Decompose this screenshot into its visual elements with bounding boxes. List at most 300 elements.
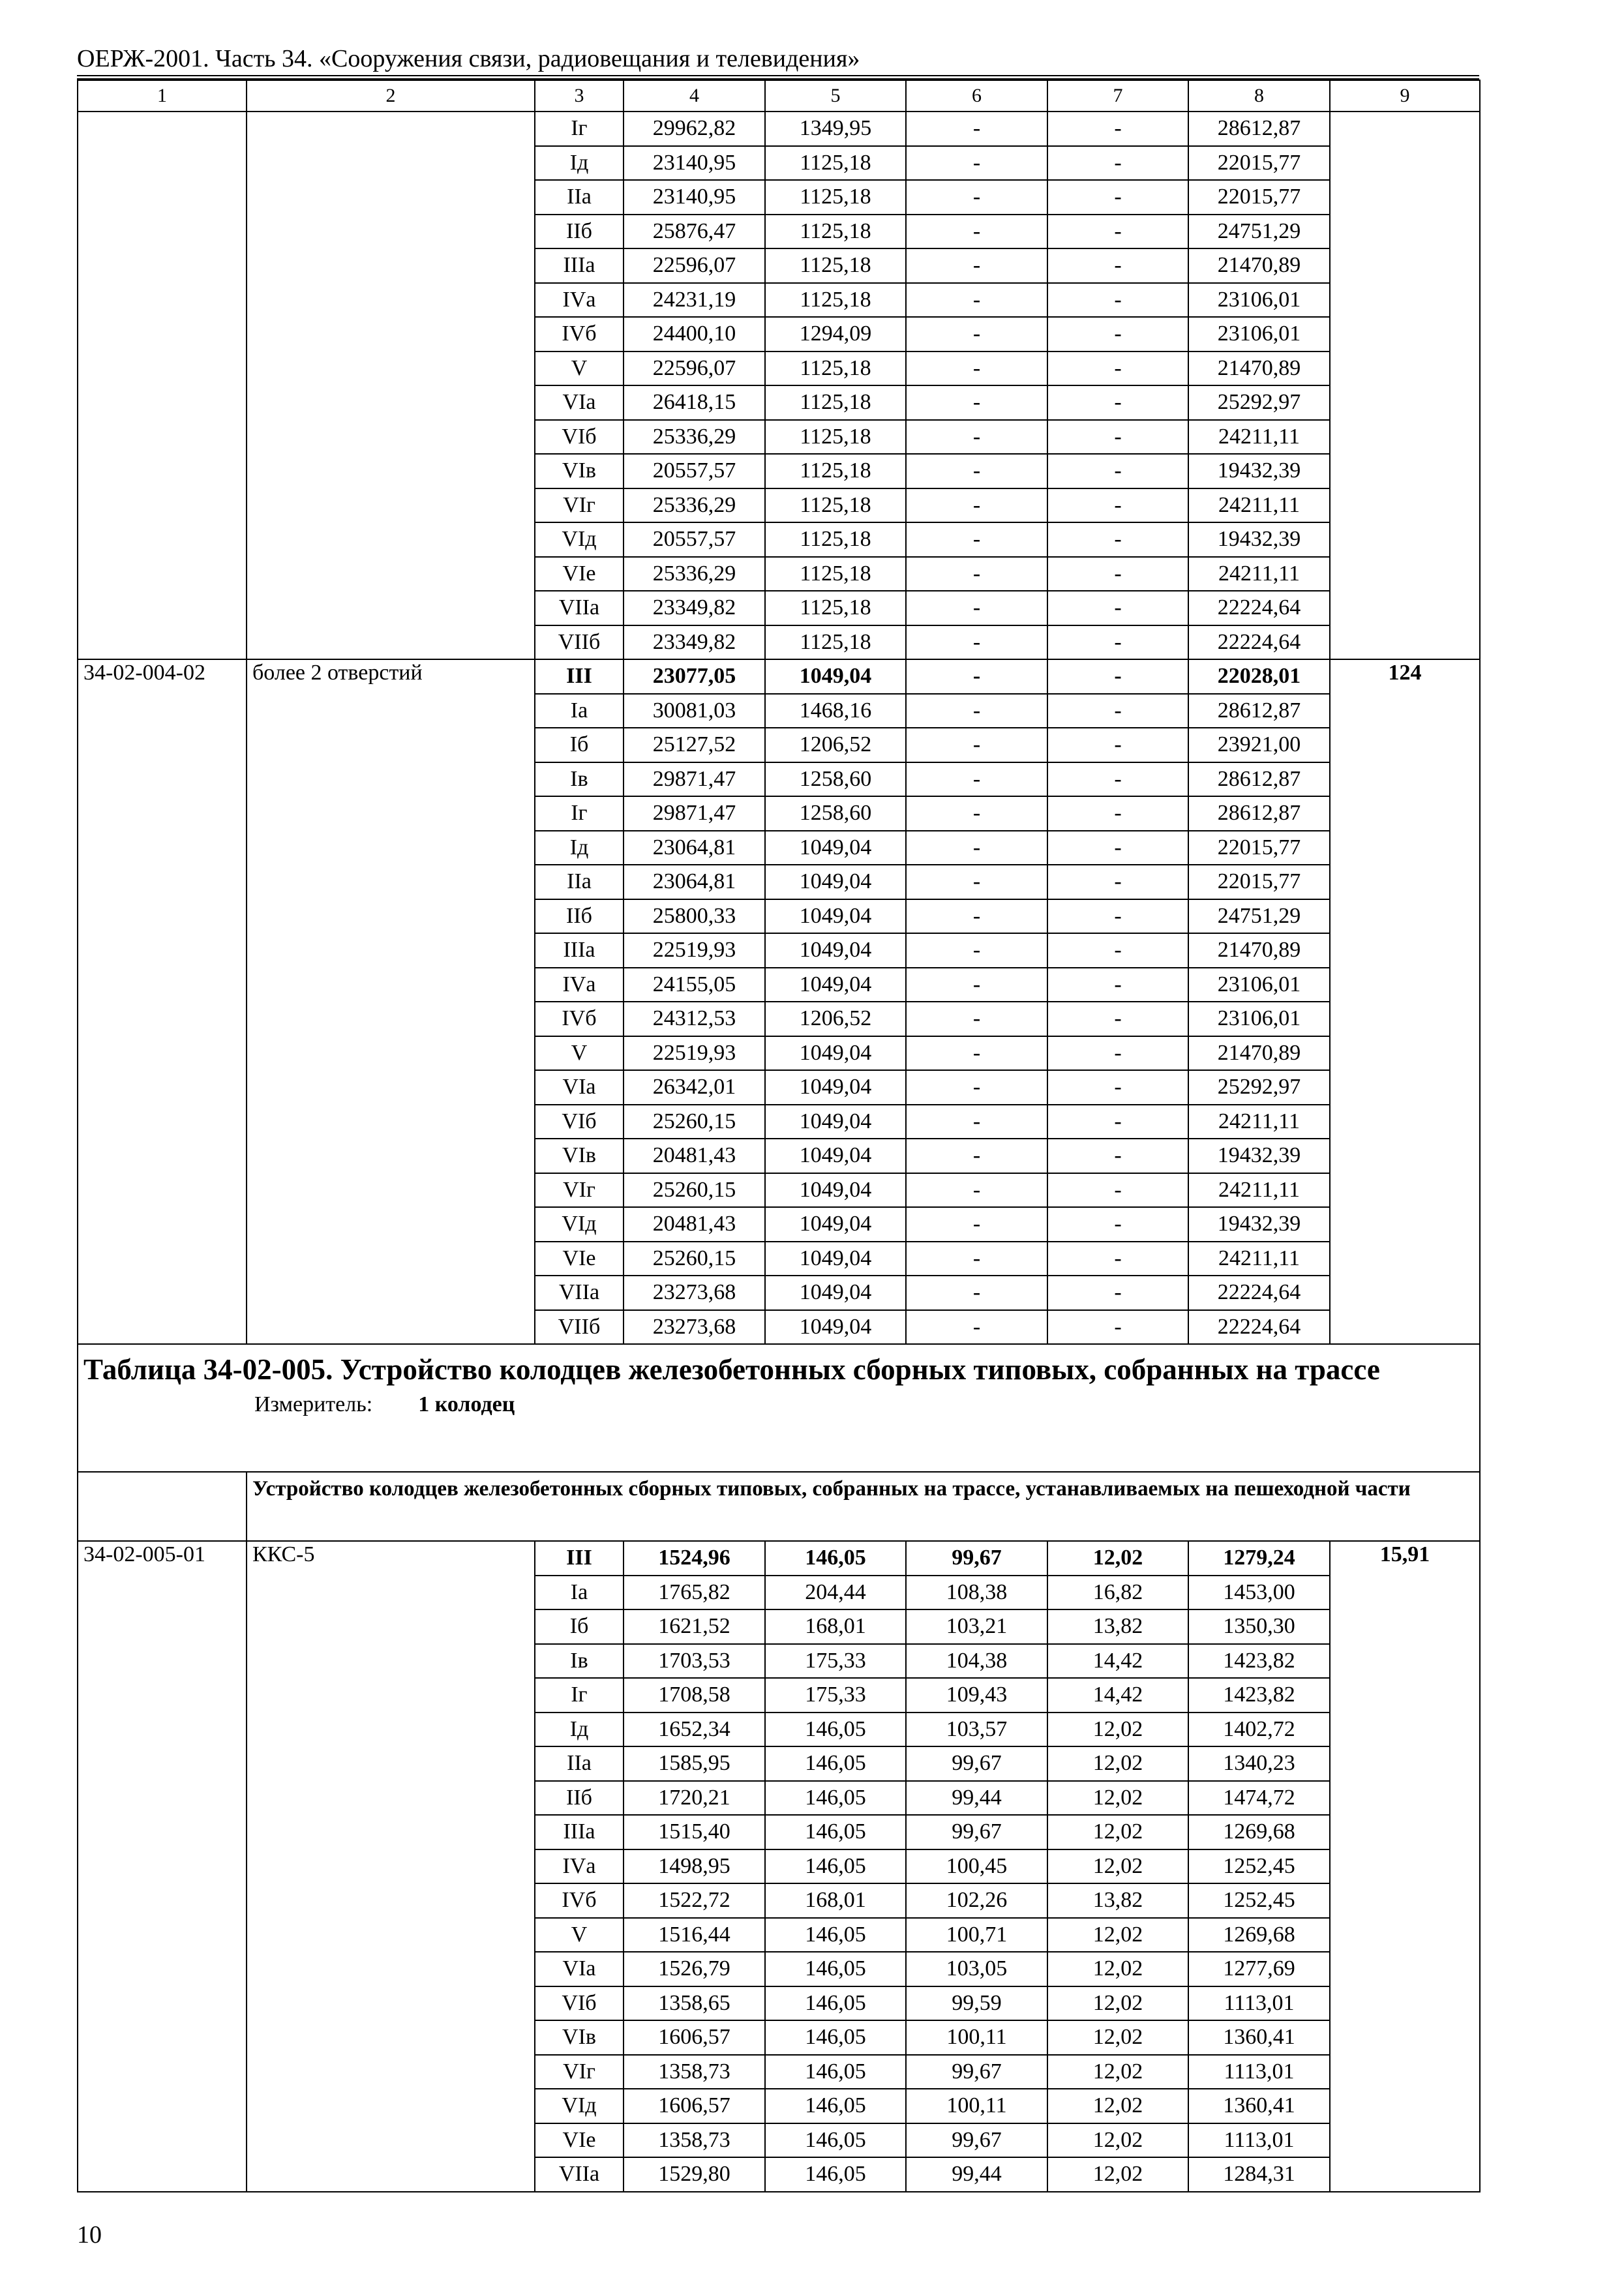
value-cell: 1125,18	[765, 488, 906, 523]
zone-cell: VIIа	[535, 1276, 624, 1310]
table-row	[78, 112, 1480, 146]
column-number: 3	[535, 80, 624, 112]
value-cell: 26342,01	[624, 1070, 765, 1105]
column-number: 6	[906, 80, 1047, 112]
zone-cell: VIг	[535, 1173, 624, 1208]
zone-cell: VIд	[535, 522, 624, 557]
value-cell: 1529,80	[624, 2157, 765, 2192]
value-cell: 24211,11	[1188, 1173, 1330, 1208]
subheading-row	[78, 1472, 1480, 1541]
value-cell: 146,05	[765, 1781, 906, 1816]
value-cell: -	[906, 1002, 1047, 1036]
value-cell: 1423,82	[1188, 1678, 1330, 1713]
zone-cell: Iд	[535, 146, 624, 181]
zone-cell: V	[535, 1036, 624, 1071]
value-cell: 1340,23	[1188, 1746, 1330, 1781]
zone-cell: VIб	[535, 1986, 624, 2021]
value-cell: 22224,64	[1188, 1310, 1330, 1345]
value-cell: 23140,95	[624, 146, 765, 181]
value-cell: 25260,15	[624, 1173, 765, 1208]
value-cell: 99,44	[906, 1781, 1047, 1816]
value-cell: 20481,43	[624, 1139, 765, 1173]
value-cell: 25127,52	[624, 728, 765, 762]
value-cell: -	[906, 283, 1047, 318]
value-cell: -	[906, 933, 1047, 968]
value-cell: -	[906, 694, 1047, 728]
value-cell: 12,02	[1047, 1781, 1188, 1816]
table-title-cell	[78, 1344, 1480, 1472]
value-cell: 12,02	[1047, 2020, 1188, 2055]
table-row	[78, 1541, 1480, 1576]
value-cell: 146,05	[765, 1952, 906, 1986]
value-cell: 104,38	[906, 1644, 1047, 1679]
value-cell: 29871,47	[624, 796, 765, 831]
value-cell: 1125,18	[765, 215, 906, 249]
table-row	[78, 659, 1480, 694]
value-cell: 12,02	[1047, 2055, 1188, 2089]
value-cell: 13,82	[1047, 1609, 1188, 1644]
value-cell: 21470,89	[1188, 352, 1330, 386]
value-cell: -	[906, 180, 1047, 215]
value-cell: 25336,29	[624, 488, 765, 523]
value-cell: -	[906, 968, 1047, 1002]
value-cell: -	[906, 1070, 1047, 1105]
value-cell: -	[1047, 112, 1188, 146]
value-cell: -	[906, 1242, 1047, 1276]
zone-cell: Iв	[535, 1644, 624, 1679]
value-cell: 23064,81	[624, 865, 765, 899]
value-cell: 1049,04	[765, 1310, 906, 1345]
zone-cell: IVа	[535, 968, 624, 1002]
value-cell: 21470,89	[1188, 248, 1330, 283]
value-cell: -	[1047, 146, 1188, 181]
value-cell: -	[906, 1207, 1047, 1242]
value-cell: -	[906, 728, 1047, 762]
value-cell: 146,05	[765, 1541, 906, 1576]
zone-cell: Iв	[535, 762, 624, 797]
value-cell: -	[906, 146, 1047, 181]
zone-cell: IVб	[535, 317, 624, 352]
zone-cell: VIб	[535, 420, 624, 455]
value-cell: 1277,69	[1188, 1952, 1330, 1986]
value-cell: 1049,04	[765, 968, 906, 1002]
value-cell: 1358,73	[624, 2055, 765, 2089]
value-cell: -	[1047, 1036, 1188, 1071]
value-cell: 22015,77	[1188, 146, 1330, 181]
value-cell: 168,01	[765, 1609, 906, 1644]
value-cell: 99,67	[906, 1541, 1047, 1576]
value-cell: -	[906, 659, 1047, 694]
value-cell: 24751,29	[1188, 215, 1330, 249]
value-cell: 1125,18	[765, 283, 906, 318]
value-cell: 24211,11	[1188, 1105, 1330, 1139]
rate-name: ККС-5	[247, 1541, 535, 2192]
zone-cell: IIб	[535, 1781, 624, 1816]
value-cell: -	[1047, 522, 1188, 557]
value-cell: 1350,30	[1188, 1609, 1330, 1644]
value-cell: 22224,64	[1188, 1276, 1330, 1310]
zone-cell: VIа	[535, 1952, 624, 1986]
rate-name: более 2 отверстий	[247, 659, 535, 1344]
value-cell: 12,02	[1047, 1952, 1188, 1986]
labor-rate: 15,91	[1330, 1541, 1480, 2192]
zone-cell: Iб	[535, 1609, 624, 1644]
zone-cell: VIа	[535, 385, 624, 420]
value-cell: 20557,57	[624, 522, 765, 557]
value-cell: 12,02	[1047, 2123, 1188, 2158]
value-cell: -	[1047, 283, 1188, 318]
value-cell: 28612,87	[1188, 796, 1330, 831]
column-number-row	[78, 80, 1480, 112]
value-cell: -	[906, 625, 1047, 660]
zone-cell: IIа	[535, 180, 624, 215]
value-cell: -	[1047, 1276, 1188, 1310]
value-cell: 1498,95	[624, 1849, 765, 1884]
value-cell: 14,42	[1047, 1644, 1188, 1679]
value-cell: -	[1047, 215, 1188, 249]
column-number: 4	[624, 80, 765, 112]
value-cell: -	[906, 352, 1047, 386]
value-cell: 175,33	[765, 1644, 906, 1679]
value-cell: -	[906, 1173, 1047, 1208]
value-cell: 146,05	[765, 1986, 906, 2021]
zone-cell: Iг	[535, 112, 624, 146]
value-cell: 1585,95	[624, 1746, 765, 1781]
value-cell: 20557,57	[624, 454, 765, 488]
value-cell: 108,38	[906, 1576, 1047, 1610]
value-cell: 23106,01	[1188, 1002, 1330, 1036]
value-cell: 12,02	[1047, 2157, 1188, 2192]
labor-rate-continued	[1330, 112, 1480, 659]
value-cell: 1515,40	[624, 1815, 765, 1849]
value-cell: 1474,72	[1188, 1781, 1330, 1816]
value-cell: -	[906, 1310, 1047, 1345]
value-cell: 29962,82	[624, 112, 765, 146]
value-cell: 1113,01	[1188, 2123, 1330, 2158]
value-cell: 23349,82	[624, 625, 765, 660]
value-cell: 1049,04	[765, 899, 906, 934]
zone-cell: Iг	[535, 1678, 624, 1713]
value-cell: -	[906, 488, 1047, 523]
value-cell: 1349,95	[765, 112, 906, 146]
value-cell: -	[1047, 762, 1188, 797]
value-cell: -	[906, 317, 1047, 352]
value-cell: -	[1047, 317, 1188, 352]
column-number: 7	[1047, 80, 1188, 112]
value-cell: -	[1047, 1070, 1188, 1105]
value-cell: 103,05	[906, 1952, 1047, 1986]
value-cell: -	[906, 248, 1047, 283]
value-cell: 1269,68	[1188, 1918, 1330, 1952]
zone-cell: VIе	[535, 2123, 624, 2158]
value-cell: 1453,00	[1188, 1576, 1330, 1610]
zone-cell: VIв	[535, 2020, 624, 2055]
value-cell: 23064,81	[624, 831, 765, 865]
value-cell: -	[1047, 1139, 1188, 1173]
zone-cell: VIе	[535, 557, 624, 591]
value-cell: 14,42	[1047, 1678, 1188, 1713]
value-cell: 12,02	[1047, 1815, 1188, 1849]
value-cell: 22015,77	[1188, 831, 1330, 865]
value-cell: -	[1047, 728, 1188, 762]
value-cell: 99,67	[906, 2055, 1047, 2089]
value-cell: -	[906, 899, 1047, 934]
value-cell: 19432,39	[1188, 1207, 1330, 1242]
value-cell: 1358,73	[624, 2123, 765, 2158]
value-cell: 1049,04	[765, 1070, 906, 1105]
value-cell: 28612,87	[1188, 694, 1330, 728]
value-cell: 146,05	[765, 2123, 906, 2158]
value-cell: -	[1047, 557, 1188, 591]
value-cell: 1125,18	[765, 454, 906, 488]
value-cell: 26418,15	[624, 385, 765, 420]
zone-cell: VIв	[535, 1139, 624, 1173]
value-cell: -	[1047, 968, 1188, 1002]
zone-cell: IIа	[535, 865, 624, 899]
value-cell: 1720,21	[624, 1781, 765, 1816]
value-cell: 1125,18	[765, 557, 906, 591]
value-cell: 146,05	[765, 1713, 906, 1747]
value-cell: 24400,10	[624, 317, 765, 352]
value-cell: 22224,64	[1188, 591, 1330, 625]
value-cell: 25260,15	[624, 1242, 765, 1276]
subheading: Устройство колодцев железобетонных сборных типовых, собранных на трассе, устанавливаемых на пешеходной части	[247, 1472, 1480, 1541]
value-cell: 1606,57	[624, 2089, 765, 2123]
value-cell: 13,82	[1047, 1883, 1188, 1918]
value-cell: -	[906, 385, 1047, 420]
value-cell: 12,02	[1047, 1541, 1188, 1576]
value-cell: 1125,18	[765, 625, 906, 660]
value-cell: 175,33	[765, 1678, 906, 1713]
zone-cell: VIв	[535, 454, 624, 488]
value-cell: -	[906, 1036, 1047, 1071]
zone-cell: IIIа	[535, 248, 624, 283]
value-cell: 100,11	[906, 2089, 1047, 2123]
value-cell: 1049,04	[765, 1276, 906, 1310]
value-cell: 22596,07	[624, 352, 765, 386]
column-number: 8	[1188, 80, 1330, 112]
subheading-spacer	[78, 1472, 247, 1541]
value-cell: -	[906, 831, 1047, 865]
value-cell: 99,44	[906, 2157, 1047, 2192]
table-title-row	[78, 1344, 1480, 1472]
zone-cell: VIа	[535, 1070, 624, 1105]
rate-name-continued	[247, 112, 535, 659]
value-cell: 23106,01	[1188, 968, 1330, 1002]
value-cell: 1258,60	[765, 762, 906, 797]
value-cell: -	[906, 1105, 1047, 1139]
zone-cell: VIд	[535, 1207, 624, 1242]
value-cell: 1049,04	[765, 1105, 906, 1139]
value-cell: 1049,04	[765, 1139, 906, 1173]
value-cell: 23349,82	[624, 591, 765, 625]
zone-cell: VIIа	[535, 2157, 624, 2192]
value-cell: 1049,04	[765, 831, 906, 865]
zone-cell: VIIб	[535, 625, 624, 660]
zone-cell: VIIа	[535, 591, 624, 625]
value-cell: 1516,44	[624, 1918, 765, 1952]
value-cell: -	[906, 1139, 1047, 1173]
value-cell: -	[1047, 385, 1188, 420]
value-cell: 99,67	[906, 1815, 1047, 1849]
rate-code: 34-02-004-02	[78, 659, 247, 1344]
value-cell: 1358,65	[624, 1986, 765, 2021]
value-cell: 99,67	[906, 2123, 1047, 2158]
value-cell: 1125,18	[765, 146, 906, 181]
unit-value: 1 колодец	[418, 1392, 515, 1416]
zone-cell: IVа	[535, 283, 624, 318]
value-cell: -	[906, 1276, 1047, 1310]
value-cell: 22519,93	[624, 933, 765, 968]
value-cell: 21470,89	[1188, 933, 1330, 968]
value-cell: 103,57	[906, 1713, 1047, 1747]
value-cell: 28612,87	[1188, 762, 1330, 797]
value-cell: -	[906, 591, 1047, 625]
value-cell: 1526,79	[624, 1952, 765, 1986]
value-cell: 1360,41	[1188, 2089, 1330, 2123]
value-cell: -	[1047, 591, 1188, 625]
value-cell: 22224,64	[1188, 625, 1330, 660]
value-cell: 25336,29	[624, 557, 765, 591]
value-cell: 1652,34	[624, 1713, 765, 1747]
value-cell: -	[906, 557, 1047, 591]
zone-cell: V	[535, 1918, 624, 1952]
value-cell: 1125,18	[765, 420, 906, 455]
value-cell: 23140,95	[624, 180, 765, 215]
value-cell: 168,01	[765, 1883, 906, 1918]
value-cell: 23077,05	[624, 659, 765, 694]
value-cell: 99,59	[906, 1986, 1047, 2021]
value-cell: 23921,00	[1188, 728, 1330, 762]
value-cell: 25876,47	[624, 215, 765, 249]
value-cell: 1360,41	[1188, 2020, 1330, 2055]
value-cell: 12,02	[1047, 1849, 1188, 1884]
value-cell: 1269,68	[1188, 1815, 1330, 1849]
value-cell: 109,43	[906, 1678, 1047, 1713]
value-cell: 24751,29	[1188, 899, 1330, 934]
value-cell: 1049,04	[765, 1173, 906, 1208]
value-cell: 1279,24	[1188, 1541, 1330, 1576]
zone-cell: IIIа	[535, 1815, 624, 1849]
value-cell: 1522,72	[624, 1883, 765, 1918]
column-number: 5	[765, 80, 906, 112]
value-cell: 1125,18	[765, 385, 906, 420]
value-cell: 100,45	[906, 1849, 1047, 1884]
value-cell: 22028,01	[1188, 659, 1330, 694]
value-cell: 1049,04	[765, 1207, 906, 1242]
value-cell: 1125,18	[765, 180, 906, 215]
value-cell: 23106,01	[1188, 283, 1330, 318]
value-cell: 1606,57	[624, 2020, 765, 2055]
value-cell: 1125,18	[765, 591, 906, 625]
value-cell: 1621,52	[624, 1609, 765, 1644]
value-cell: 1206,52	[765, 728, 906, 762]
value-cell: 100,11	[906, 2020, 1047, 2055]
value-cell: 1049,04	[765, 1242, 906, 1276]
value-cell: 12,02	[1047, 1713, 1188, 1747]
zone-cell: VIг	[535, 2055, 624, 2089]
value-cell: -	[1047, 248, 1188, 283]
value-cell: 22596,07	[624, 248, 765, 283]
zone-cell: IVб	[535, 1002, 624, 1036]
value-cell: -	[1047, 352, 1188, 386]
value-cell: 22015,77	[1188, 865, 1330, 899]
value-cell: 1125,18	[765, 522, 906, 557]
value-cell: -	[1047, 1207, 1188, 1242]
value-cell: 1252,45	[1188, 1849, 1330, 1884]
value-cell: -	[906, 762, 1047, 797]
value-cell: 19432,39	[1188, 522, 1330, 557]
value-cell: 24211,11	[1188, 557, 1330, 591]
value-cell: 25292,97	[1188, 1070, 1330, 1105]
value-cell: 1294,09	[765, 317, 906, 352]
unit-line	[83, 1392, 1474, 1418]
value-cell: -	[1047, 1002, 1188, 1036]
value-cell: 1524,96	[624, 1541, 765, 1576]
zone-cell: VIIб	[535, 1310, 624, 1345]
value-cell: 30081,03	[624, 694, 765, 728]
value-cell: 1049,04	[765, 1036, 906, 1071]
value-cell: 1252,45	[1188, 1883, 1330, 1918]
value-cell: 24312,53	[624, 1002, 765, 1036]
value-cell: 22519,93	[624, 1036, 765, 1071]
value-cell: 24211,11	[1188, 1242, 1330, 1276]
value-cell: 1206,52	[765, 1002, 906, 1036]
value-cell: 12,02	[1047, 2089, 1188, 2123]
value-cell: 1708,58	[624, 1678, 765, 1713]
value-cell: 1468,16	[765, 694, 906, 728]
value-cell: 19432,39	[1188, 1139, 1330, 1173]
value-cell: -	[1047, 180, 1188, 215]
zone-cell: IIб	[535, 899, 624, 934]
rate-code: 34-02-005-01	[78, 1541, 247, 2192]
zone-cell: IIа	[535, 1746, 624, 1781]
value-cell: 12,02	[1047, 1918, 1188, 1952]
value-cell: -	[1047, 1173, 1188, 1208]
value-cell: 146,05	[765, 2157, 906, 2192]
value-cell: 24211,11	[1188, 420, 1330, 455]
value-cell: 146,05	[765, 1746, 906, 1781]
column-number: 1	[78, 80, 247, 112]
zone-cell: VIе	[535, 1242, 624, 1276]
zone-cell: V	[535, 352, 624, 386]
value-cell: 1402,72	[1188, 1713, 1330, 1747]
value-cell: -	[1047, 1310, 1188, 1345]
value-cell: 12,02	[1047, 1746, 1188, 1781]
zone-cell: Iб	[535, 728, 624, 762]
value-cell: 1258,60	[765, 796, 906, 831]
rate-code-continued	[78, 112, 247, 659]
value-cell: -	[1047, 1105, 1188, 1139]
value-cell: 1125,18	[765, 352, 906, 386]
value-cell: -	[906, 112, 1047, 146]
value-cell: 20481,43	[624, 1207, 765, 1242]
value-cell: 25260,15	[624, 1105, 765, 1139]
zone-cell: Iа	[535, 694, 624, 728]
value-cell: 23273,68	[624, 1276, 765, 1310]
value-cell: -	[1047, 831, 1188, 865]
zone-cell: Iа	[535, 1576, 624, 1610]
value-cell: -	[1047, 865, 1188, 899]
column-number: 2	[247, 80, 535, 112]
value-cell: 103,21	[906, 1609, 1047, 1644]
value-cell: -	[906, 454, 1047, 488]
value-cell: -	[1047, 420, 1188, 455]
value-cell: 23273,68	[624, 1310, 765, 1345]
value-cell: 100,71	[906, 1918, 1047, 1952]
zone-cell: IVа	[535, 1849, 624, 1884]
page-number: 10	[77, 2221, 102, 2249]
